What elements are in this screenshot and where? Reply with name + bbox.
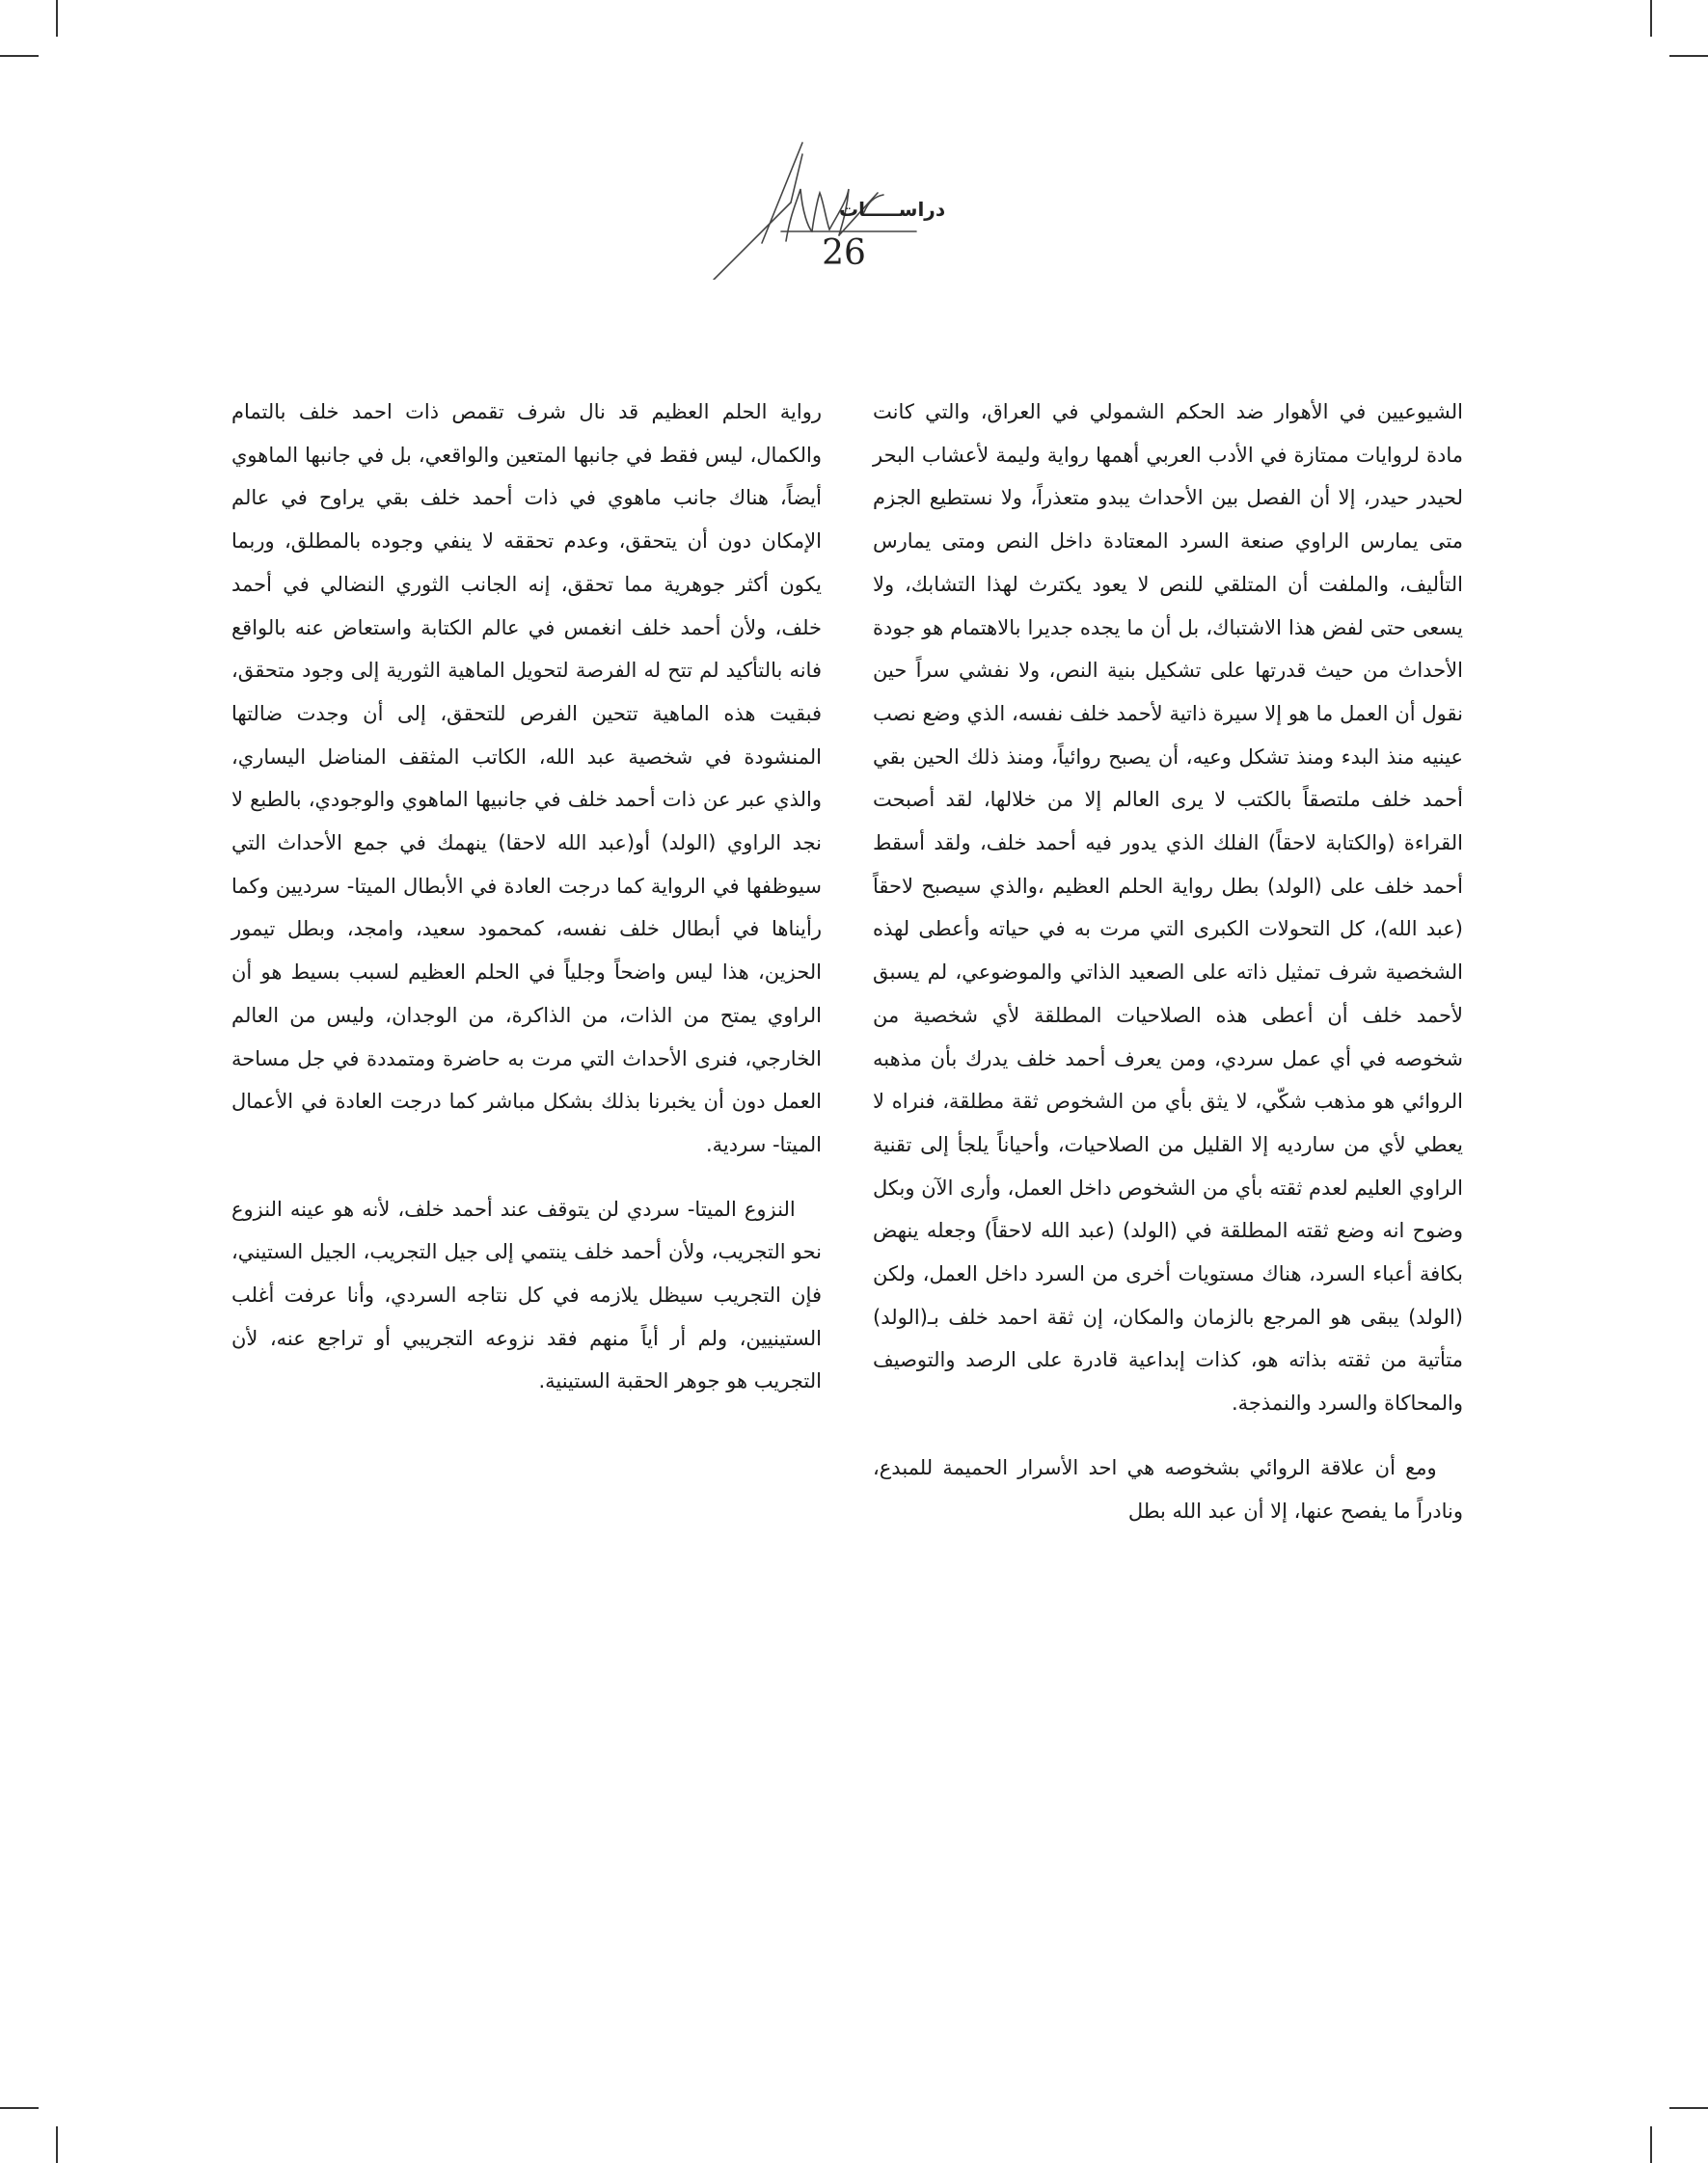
crop-mark-top-left-h xyxy=(0,55,39,57)
paragraph: ومع أن علاقة الروائي بشخوصه هي احد الأسرار الحميمة للمبدع، ونادراً ما يفصح عنها، إلا أن عبد الله بطل xyxy=(873,1455,1463,1523)
page-number: 26 xyxy=(822,233,866,273)
section-label: دراســـــات xyxy=(839,198,946,221)
text-column-right xyxy=(873,391,1463,1532)
crop-mark-bottom-right-h xyxy=(1669,2107,1708,2109)
text-column-left xyxy=(231,391,822,1403)
crop-mark-bottom-left-h xyxy=(0,2107,39,2109)
page-header xyxy=(694,135,1013,280)
crop-mark-top-right-v xyxy=(1650,0,1652,37)
paragraph: النزوع الميتا- سردي لن يتوقف عند أحمد خلف، لأنه هو عينه النزوع نحو التجريب، ولأن أحمد خلف ينتمي إلى جيل التجريب، الجيل الستيني، فإن التجريب سيظل يلازمه في كل نتاجه السردي، وأنا عرفت أغلب الستينيين، ولم أر أياً منهم فقد نزوعه التجريبي أو تراجع عنه، لأن التجريب هو جوهر الحقبة الستينية. xyxy=(231,1197,822,1393)
paragraph: الشيوعيين في الأهوار ضد الحكم الشمولي في العراق، والتي كانت مادة لروايات ممتازة في الأدب العربي أهمها رواية وليمة لأعشاب البحر لحيدر حيدر، إلا أن الفصل بين الأحداث يبدو متعذراً، ولا نستطيع الجزم متى يمارس الراوي صنعة السرد المعتادة داخل النص ومتى يمارس التأليف، والملفت أن المتلقي للنص لا يعود يكترث لهذا التشابك، ولا يسعى حتى لفض هذا الاشتباك، بل أن ما يجده جديرا بالاهتمام هو جودة الأحداث من حيث قدرتها على تشكيل بنية النص، ولا نفشي سراً حين نقول أن العمل ما هو إلا سيرة ذاتية لأحمد خلف نفسه، الذي وضع نصب عينيه منذ البدء ومنذ تشكل وعيه، أن يصبح روائياً، ومنذ ذلك الحين بقي أحمد خلف ملتصقاً بالكتب لا يرى العالم إلا من خلالها، لقد أصبحت القراءة (والكتابة لاحقاً) الفلك الذي يدور فيه أحمد خلف، ولقد أسقط أحمد خلف على (الولد) بطل رواية الحلم العظيم ،والذي سيصبح لاحقاً (عبد الله)، كل التحولات الكبرى التي مرت به في حياته وأعطى لهذه الشخصية شرف تمثيل ذاته على الصعيد الذاتي والموضوعي، لم يسبق لأحمد خلف أن أعطى هذه الصلاحيات المطلقة لأي شخصية من شخوصه في أي عمل سردي، ومن يعرف أحمد خلف يدرك بأن مذهبه الروائي هو مذهب شكّي، لا يثق بأي من الشخوص ثقة مطلقة، فنراه لا يعطي لأي من سارديه إلا القليل من الصلاحيات، وأحياناً يلجأ إلى تقنية الراوي العليم لعدم ثقته بأي من الشخوص داخل العمل، وأرى الآن وبكل وضوح انه وضع ثقته المطلقة في (الولد) (عبد الله لاحقاً) وجعله ينهض بكافة أعباء السرد، هناك مستويات أخرى من السرد داخل العمل، ولكن (الولد) يبقى هو المرجع بالزمان والمكان، إن ثقة احمد خلف بـ(الولد) متأتية من ثقته بذاته هو، كذات إبداعية قادرة على الرصد والتوصيف والمحاكاة والسرد والنمذجة. xyxy=(873,400,1463,1416)
crop-mark-bottom-right-v xyxy=(1650,2126,1652,2163)
crop-mark-top-left-v xyxy=(56,0,58,37)
paragraph: رواية الحلم العظيم قد نال شرف تقمص ذات احمد خلف بالتمام والكمال، ليس فقط في جانبها المتعين والواقعي، بل في جانبها الماهوي أيضاً، هناك جانب ماهوي في ذات أحمد خلف بقي يراوح في عالم الإمكان دون أن يتحقق، وعدم تحققه لا ينفي وجوده بالمطلق، وربما يكون أكثر جوهرية مما تحقق، إنه الجانب الثوري النضالي في أحمد خلف، ولأن أحمد خلف انغمس في عالم الكتابة واستعاض عنه بالواقع فانه بالتأكيد لم تتح له الفرصة لتحويل الماهية الثورية إلى وجود متحقق، فبقيت هذه الماهية تتحين الفرص للتحقق، إلى أن وجدت ضالتها المنشودة في شخصية عبد الله، الكاتب المثقف المناضل اليساري، والذي عبر عن ذات أحمد خلف في جانبيها الماهوي والوجودي، بالطبع لا نجد الراوي (الولد) أو(عبد الله لاحقا) ينهمك في جمع الأحداث التي سيوظفها في الرواية كما درجت العادة في الأبطال الميتا- سرديين وكما رأيناها في أبطال خلف نفسه، كمحمود سعيد، وامجد، وبطل تيمور الحزين، هذا ليس واضحاً وجلياً في الحلم العظيم لسبب بسيط هو أن الراوي يمتح من الذات، من الذاكرة، من الوجدان، وليس من العالم الخارجي، فنرى الأحداث التي مرت به حاضرة ومتمددة في جل مساحة العمل دون أن يخبرنا بذلك بشكل مباشر كما درجت العادة في الأعمال الميتا- سردية. xyxy=(231,400,822,1156)
crop-mark-bottom-left-v xyxy=(56,2126,58,2163)
crop-mark-top-right-h xyxy=(1669,55,1708,57)
